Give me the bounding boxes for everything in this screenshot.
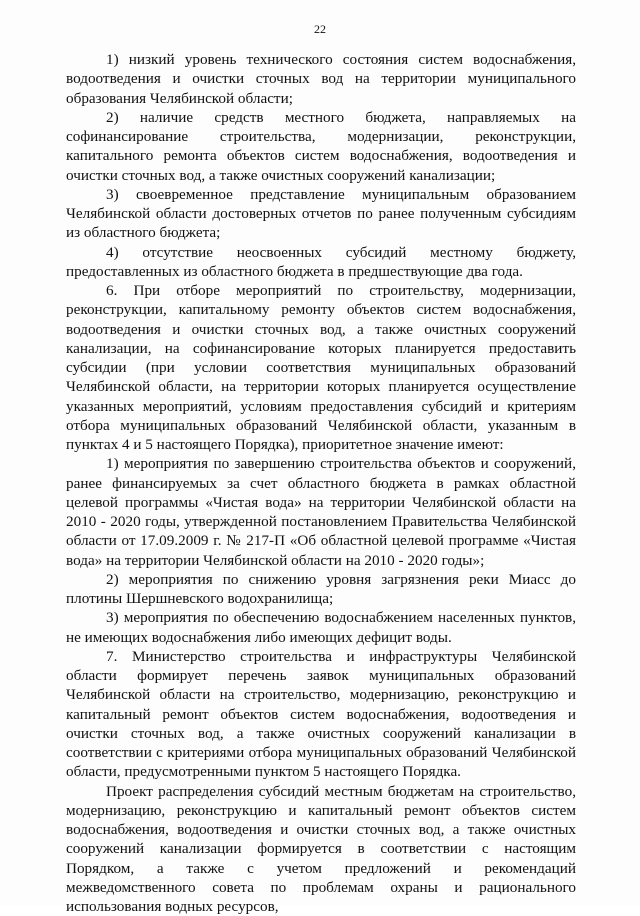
document-body bbox=[66, 50, 576, 916]
paragraph-section-7: 7. Министерство строительства и инфраструктуры Челябинской области формирует перечень заявок муниципальных образований Челябинской области на строительство, модернизацию, реконструкцию и капитальный ремонт объектов систем водоснабжения, водоотведения и очистки сточных вод, а также очистных сооружений канализации в соответствии с критериями отбора муниципальных образований Челябинской области, предусмотренными пунктом 5 настоящего Порядка. bbox=[66, 647, 576, 782]
paragraph-criterion-4: 4) отсутствие неосвоенных субсидий местному бюджету, предоставленных из областного бюджета в предшествующие два года. bbox=[66, 243, 576, 282]
paragraph-criterion-3: 3) своевременное представление муниципальным образованием Челябинской области достоверных отчетов по ранее полученным субсидиям из областного бюджета; bbox=[66, 185, 576, 243]
paragraph-priority-1: 1) мероприятия по завершению строительства объектов и сооружений, ранее финансируемых за счет областного бюджета в рамках областной целевой программы «Чистая вода» на территории Челябинской области на 2010 - 2020 годы, утвержденной постановлением Правительства Челябинской области от 17.09.2009 г. № 217-П «Об областной целевой программе «Чистая вода» на территории Челябинской области на 2010 - 2020 годы»; bbox=[66, 454, 576, 570]
paragraph-priority-2: 2) мероприятия по снижению уровня загрязнения реки Миасс до плотины Шершневского водохранилища; bbox=[66, 570, 576, 609]
paragraph-distribution-project: Проект распределения субсидий местным бюджетам на строительство, модернизацию, реконструкцию и капитальный ремонт объектов систем водоснабжения, водоотведения и очистки сточных вод, а также очистных сооружений канализации формируется в соответствии с настоящим Порядком, а также с учетом предложений и рекомендаций межведомственного совета по проблемам охраны и рационального использования водных ресурсов, bbox=[66, 782, 576, 916]
paragraph-section-6: 6. При отборе мероприятий по строительству, модернизации, реконструкции, капитальному ремонту объектов систем водоснабжения, водоотведения и очистки сточных вод, а также очистных сооружений канализации, на софинансирование которых планируется предоставить субсидии (при условии соответствия муниципальных образований Челябинской области, на территории которых планируется осуществление указанных мероприятий, условиям предоставления субсидий и критериям отбора муниципальных образований Челябинской области, указанным в пунктах 4 и 5 настоящего Порядка), приоритетное значение имеют: bbox=[66, 281, 576, 454]
paragraph-criterion-2: 2) наличие средств местного бюджета, направляемых на софинансирование строительства, модернизации, реконструкции, капитального ремонта объектов систем водоснабжения, водоотведения и очистки сточных вод, а также очистных сооружений канализации; bbox=[66, 108, 576, 185]
page-number: 22 bbox=[0, 22, 640, 37]
paragraph-priority-3: 3) мероприятия по обеспечению водоснабжением населенных пунктов, не имеющих водоснабжения либо имеющих дефицит воды. bbox=[66, 608, 576, 647]
paragraph-criterion-1: 1) низкий уровень технического состояния систем водоснабжения, водоотведения и очистки сточных вод на территории муниципального образования Челябинской области; bbox=[66, 50, 576, 108]
